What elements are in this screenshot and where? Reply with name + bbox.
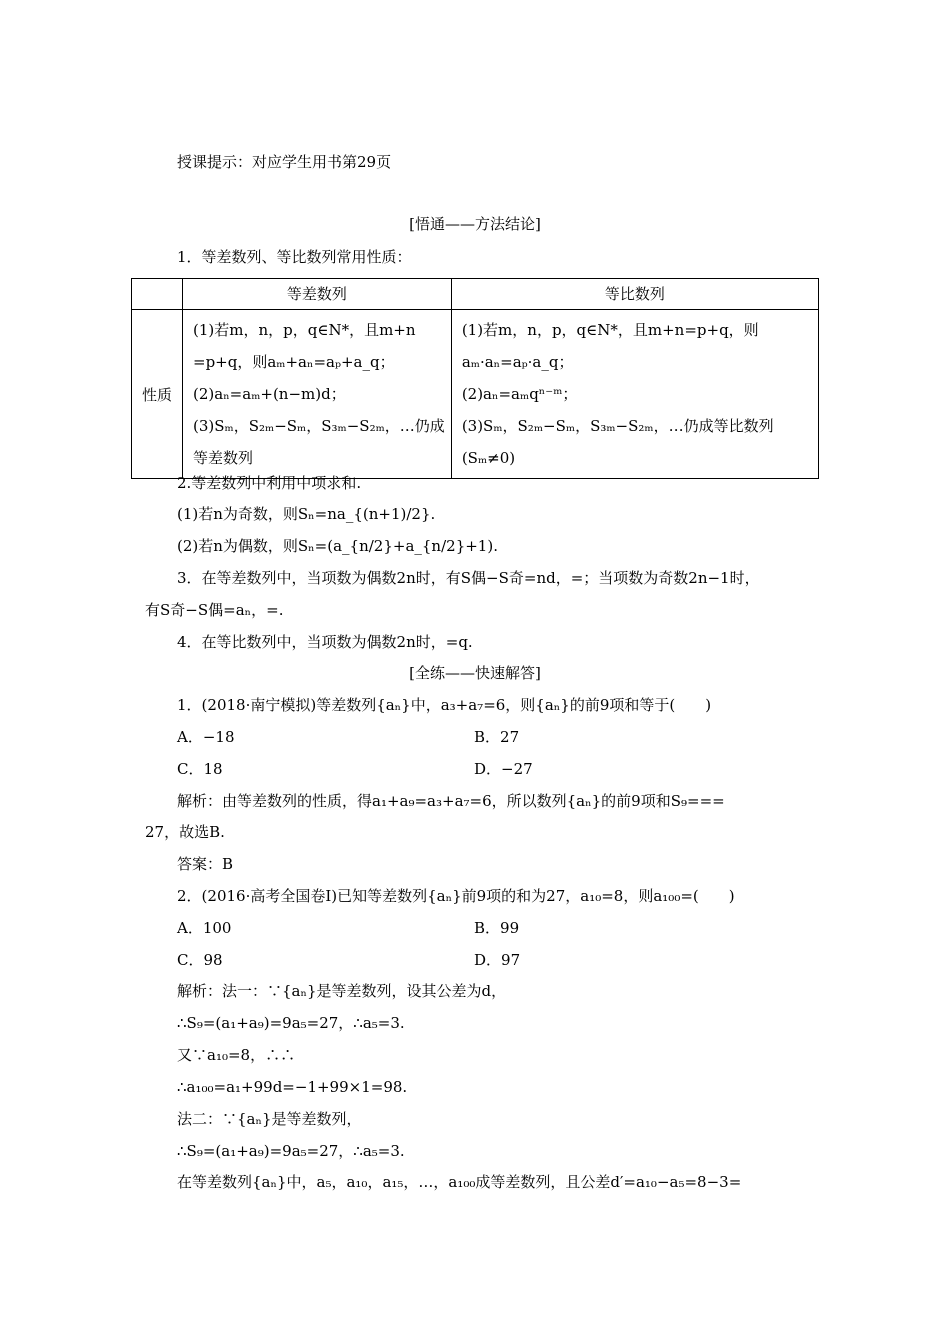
point-1: 1．等差数列、等比数列常用性质： <box>177 248 412 266</box>
arith-line: (2)aₙ=aₘ+(n−m)d； <box>193 385 346 403</box>
geo-line: (2)aₙ=aₘqⁿ⁻ᵐ； <box>461 385 578 403</box>
q1-option-c: C．18 <box>177 760 223 778</box>
header-note: 授课提示：对应学生用书第29页 <box>177 153 392 171</box>
q2-method2-line2: ∴S₉=(a₁+a₉)=9a₅=27，∴a₅=3. <box>177 1142 405 1160</box>
q2-method2-line1: 法二：∵{aₙ}是等差数列， <box>177 1110 362 1128</box>
q2-option-c: C．98 <box>177 951 223 969</box>
geo-line: (Sₘ≠0) <box>461 449 516 467</box>
properties-table <box>131 278 819 479</box>
q1-option-a: A．−18 <box>177 728 235 746</box>
point-3-line2: 有S奇−S偶=aₙ，=. <box>145 601 284 619</box>
q2-method1-line4: ∴a₁₀₀=a₁+99d=−1+99×1=98. <box>177 1078 408 1096</box>
q2-stem: 2．(2016·高考全国卷Ⅰ)已知等差数列{aₙ}前9项的和为27，a₁₀=8，则a₁₀₀=( ) <box>177 887 735 905</box>
q2-method1-line3: 又∵a₁₀=8，∴∴ <box>177 1046 296 1064</box>
q1-stem: 1．(2018·南宁模拟)等差数列{aₙ}中，a₃+a₇=6，则{aₙ}的前9项和等于( ) <box>177 696 712 714</box>
geo-line: (3)Sₘ，S₂ₘ−Sₘ，S₃ₘ−S₂ₘ，…仍成等比数列 <box>461 417 774 435</box>
geo-line: (1)若m，n，p，q∈N*，且m+n=p+q，则 <box>461 321 759 339</box>
q1-answer: 答案：B <box>177 855 234 873</box>
section-title-practice: [全练——快速解答] <box>409 664 541 682</box>
q2-option-b: B．99 <box>474 919 520 937</box>
point-2b: (2)若n为偶数，则Sₙ=(a_{n/2}+a_{n/2}+1). <box>177 537 498 555</box>
q1-option-b: B．27 <box>474 728 520 746</box>
q2-method1-line2: ∴S₉=(a₁+a₉)=9a₅=27，∴a₅=3. <box>177 1014 405 1032</box>
point-3-line1: 3．在等差数列中，当项数为偶数2n时，有S偶−S奇=nd，=；当项数为奇数2n−1时， <box>177 569 760 587</box>
table-corner <box>132 279 183 310</box>
column-header-arithmetic: 等差数列 <box>183 279 452 310</box>
q1-analysis-line1: 解析：由等差数列的性质，得a₁+a₉=a₃+a₇=6，所以数列{aₙ}的前9项和S₉=== <box>177 792 725 810</box>
arith-line: =p+q，则aₘ+aₙ=aₚ+a_q； <box>193 353 395 371</box>
geo-line: aₘ·aₙ=aₚ·a_q； <box>461 353 574 371</box>
arith-line: 等差数列 <box>193 449 254 467</box>
arith-line: (1)若m，n，p，q∈N*，且m+n <box>193 321 416 339</box>
q2-method2-line3: 在等差数列{aₙ}中，a₅，a₁₀，a₁₅，…，a₁₀₀成等差数列，且公差d′=a₁₀−a₅=8−3= <box>177 1173 742 1191</box>
point-2: 2.等差数列中利用中项求和. <box>177 474 362 492</box>
column-header-geometric: 等比数列 <box>451 279 818 310</box>
section-title-methods: [悟通——方法结论] <box>409 215 541 233</box>
q1-analysis-line2: 27，故选B. <box>145 823 225 841</box>
point-2a: (1)若n为奇数，则Sₙ=na_{(n+1)/2}. <box>177 505 436 523</box>
arithmetic-properties-cell <box>183 310 452 479</box>
q2-method1-line1: 解析：法一：∵{aₙ}是等差数列，设其公差为d， <box>177 982 507 1000</box>
geometric-properties-cell <box>451 310 818 479</box>
q1-option-d: D．−27 <box>474 760 533 778</box>
q2-option-a: A．100 <box>177 919 232 937</box>
point-4: 4．在等比数列中，当项数为偶数2n时，=q. <box>177 633 473 651</box>
q2-option-d: D．97 <box>474 951 521 969</box>
row-label-properties: 性质 <box>132 310 183 479</box>
arith-line: (3)Sₘ，S₂ₘ−Sₘ，S₃ₘ−S₂ₘ，…仍成 <box>193 417 445 435</box>
